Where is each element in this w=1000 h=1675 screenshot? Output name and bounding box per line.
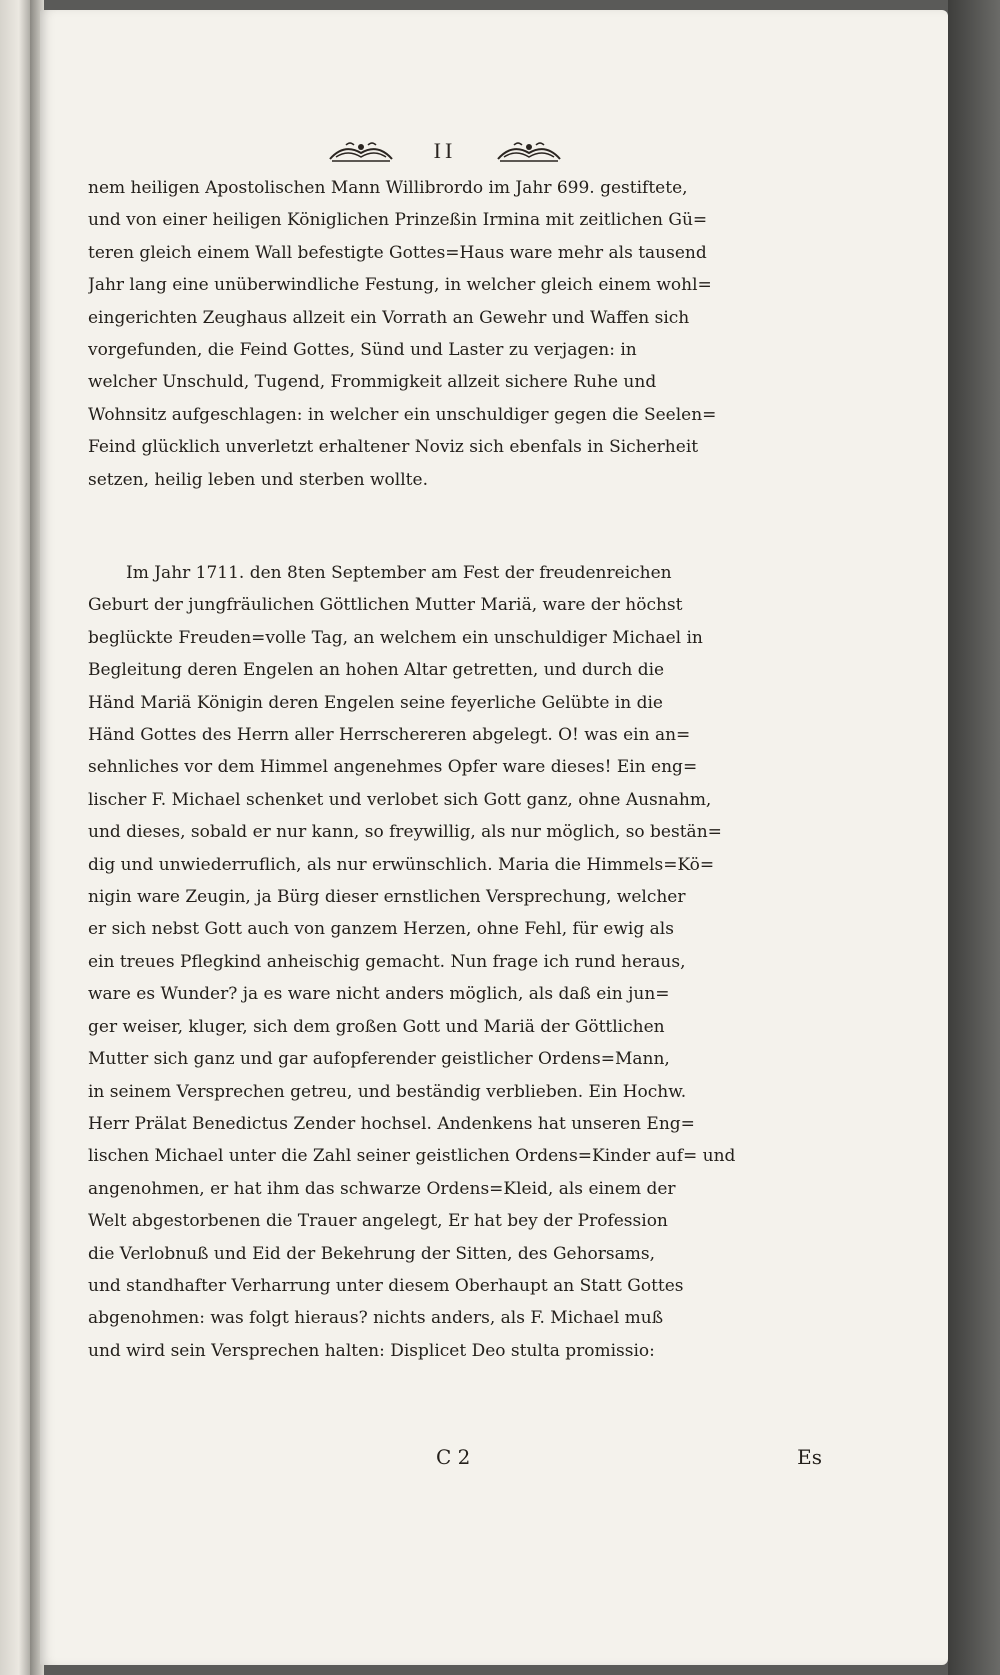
background-edge [948,0,1000,1675]
text-line: ware es Wunder? ja es ware nicht anders möglich, als daß ein jun= [88,984,670,1005]
page-footer [88,1445,832,1479]
floral-ornament-right-icon [494,139,564,163]
text-line: ein treues Pflegkind anheischig gemacht. Nun frage ich rund heraus, [88,951,686,972]
text-line: setzen, heilig leben und sterben wollte. [88,469,428,490]
signature-mark: C 2 [436,1445,471,1469]
text-line: Händ Mariä Königin deren Engelen seine feyerliche Gelübte in die [88,692,663,713]
text-line: welcher Unschuld, Tugend, Frommigkeit allzeit sichere Ruhe und [88,372,657,393]
text-line: Welt abgestorbenen die Trauer angelegt, Er hat bey der Profession [88,1211,668,1232]
page-number: II [433,138,457,163]
paragraph-main [88,557,832,1367]
text-line: nem heiligen Apostolischen Mann Willibrordo im Jahr 699. gestiftete, [88,178,688,198]
text-line: eingerichten Zeughaus allzeit ein Vorrath an Gewehr und Waffen sich [88,307,690,328]
text-line: Begleitung deren Engelen an hohen Altar getretten, und durch die [88,660,665,681]
text-line: die Verlobnuß und Eid der Bekehrung der Sitten, des Gehorsams, [88,1243,656,1264]
text-line: Jahr lang eine unüberwindliche Festung, in welcher gleich einem wohl= [88,275,712,296]
text-line: Feind glücklich unverletzt erhaltener Noviz sich ebenfals in Sicherheit [88,437,699,458]
text-line: lischer F. Michael schenket und verlobet sich Gott ganz, ohne Ausnahm, [88,789,712,810]
text-line: sehnliches vor dem Himmel angenehmes Opfer ware dieses! Ein eng= [88,757,698,778]
text-line: abgenohmen: was folgt hieraus? nichts anders, als F. Michael muß [88,1308,664,1329]
text-line: in seinem Versprechen getreu, und beständig verblieben. Ein Hochw. [88,1081,687,1102]
text-line: teren gleich einem Wall befestigte Gottes=Haus ware mehr als tausend [88,242,707,263]
text-line: Im Jahr 1711. den 8ten September am Fest der freudenreichen [126,563,672,583]
left-page-edge [0,0,34,1675]
floral-ornament-left-icon [326,139,396,163]
catchword: Es [797,1445,822,1469]
text-line: Geburt der jungfräulichen Göttlichen Mutter Mariä, ware der höchst [88,595,683,616]
text-line: und dieses, sobald er nur kann, so freywillig, als nur möglich, so bestän= [88,822,722,843]
text-line: und wird sein Versprechen halten: Displicet Deo stulta promissio: [88,1340,655,1361]
text-line: lischen Michael unter die Zahl seiner geistlichen Ordens=Kinder auf= und [88,1146,736,1167]
text-line: vorgefunden, die Feind Gottes, Sünd und Laster zu verjagen: in [88,340,637,361]
text-line: und standhafter Verharrung unter diesem Oberhaupt an Statt Gottes [88,1275,684,1296]
text-line: beglückte Freuden=volle Tag, an welchem ein unschuldiger Michael in [88,627,703,648]
text-line: nigin ware Zeugin, ja Bürg dieser ernstlichen Versprechung, welcher [88,887,686,908]
text-line: und von einer heiligen Königlichen Prinzeßin Irmina mit zeitlichen Gü= [88,210,708,231]
text-line: er sich nebst Gott auch von ganzem Herzen, ohne Fehl, für ewig als [88,919,674,940]
text-line: Herr Prälat Benedictus Zender hochsel. Andenkens hat unseren Eng= [88,1113,695,1134]
text-line: ger weiser, kluger, sich dem großen Gott und Mariä der Göttlichen [88,1016,665,1037]
text-line: Händ Gottes des Herrn aller Herrschereren abgelegt. O! was ein an= [88,725,691,746]
text-line: Wohnsitz aufgeschlagen: in welcher ein unschuldiger gegen die Seelen= [88,404,717,425]
paragraph-continued [88,172,832,496]
text-line: Mutter sich ganz und gar aufopferender geistlicher Ordens=Mann, [88,1049,670,1070]
text-line: dig und unwiederruflich, als nur erwünschlich. Maria die Himmels=Kö= [88,854,715,875]
page-header [315,135,575,167]
text-line: angenohmen, er hat ihm das schwarze Ordens=Kleid, als einem der [88,1178,676,1199]
